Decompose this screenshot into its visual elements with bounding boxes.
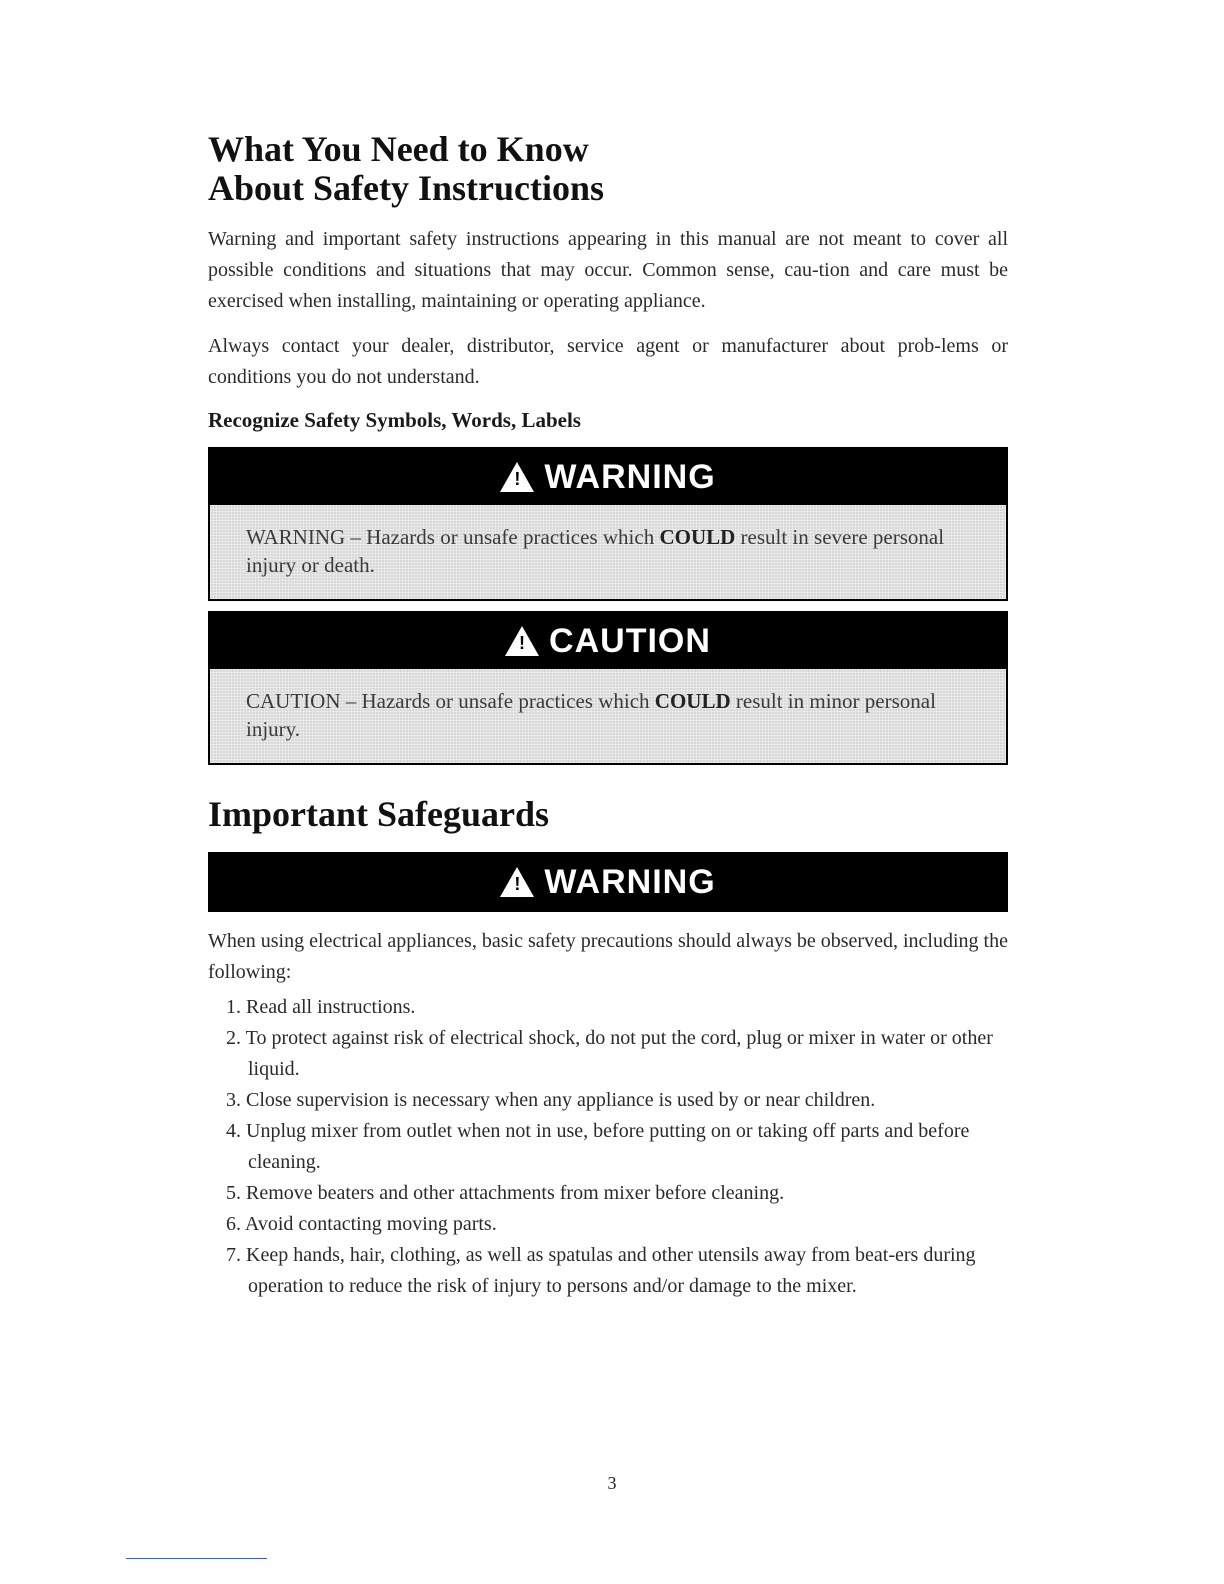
warning-body-prefix: WARNING – Hazards or unsafe practices which — [246, 525, 660, 549]
safeguards-warning-label: WARNING — [544, 862, 716, 901]
footer-rule — [126, 1558, 267, 1559]
caution-sign — [208, 611, 1008, 765]
caution-label: CAUTION — [549, 621, 711, 660]
intro-paragraph: Warning and important safety instructions appearing in this manual are not meant to cover all possible conditions and situations that may occur. Common sense, cau-tion and care must be exercised when installing, maintaining or operating appliance. — [208, 228, 1008, 312]
safeguards-intro: When using electrical appliances, basic safety precautions should always be observed, including the following: — [208, 930, 1008, 983]
safety-symbols-subheading: Recognize Safety Symbols, Words, Labels — [208, 408, 581, 432]
page-title — [208, 130, 1008, 208]
contact-paragraph: Always contact your dealer, distributor, service agent or manufacturer about prob-lems or conditions you do not understand. — [208, 335, 1008, 388]
caution-body-prefix: CAUTION – Hazards or unsafe practices which — [246, 689, 655, 713]
caution-sign-header — [210, 613, 1006, 669]
exclamation-triangle-icon: ! — [500, 462, 534, 492]
safeguards-warning-header — [210, 854, 1006, 910]
caution-body-suffix: result in minor personal injury. — [246, 689, 936, 741]
exclamation-triangle-icon: ! — [505, 626, 539, 656]
title-line-2: About Safety Instructions — [208, 168, 605, 208]
safeguards-title: Important Safeguards — [208, 794, 550, 834]
page-content — [208, 130, 1008, 1302]
warning-label: WARNING — [544, 457, 716, 496]
list-item: 3. Close supervision is necessary when any appliance is used by or near children. — [226, 1089, 876, 1111]
caution-body-emphasis: COULD — [654, 689, 731, 713]
list-item: 5. Remove beaters and other attachments from mixer before cleaning. — [226, 1182, 785, 1204]
title-line-1: What You Need to Know — [208, 129, 589, 169]
list-item: 4. Unplug mixer from outlet when not in use, before putting on or taking off parts and before cleaning. — [226, 1120, 970, 1173]
list-item: 7. Keep hands, hair, clothing, as well as spatulas and other utensils away from beat-ers during operation to reduce the risk of injury to persons and/or damage to the mixer. — [226, 1244, 976, 1297]
warning-sign-header — [210, 449, 1006, 505]
warning-body-suffix: result in severe personal injury or death. — [246, 525, 945, 577]
list-item: 6. Avoid contacting moving parts. — [226, 1213, 497, 1235]
list-item: 2. To protect against risk of electrical shock, do not put the cord, plug or mixer in water or other liquid. — [226, 1027, 993, 1080]
warning-sign-body — [210, 505, 1006, 599]
safeguards-warning-sign — [208, 852, 1008, 912]
page-number: 3 — [607, 1473, 617, 1493]
caution-sign-body — [210, 669, 1006, 763]
exclamation-triangle-icon: ! — [500, 867, 534, 897]
safeguards-list — [208, 992, 1008, 1302]
warning-sign — [208, 447, 1008, 601]
warning-body-emphasis: COULD — [659, 525, 736, 549]
list-item: 1. Read all instructions. — [226, 996, 416, 1018]
